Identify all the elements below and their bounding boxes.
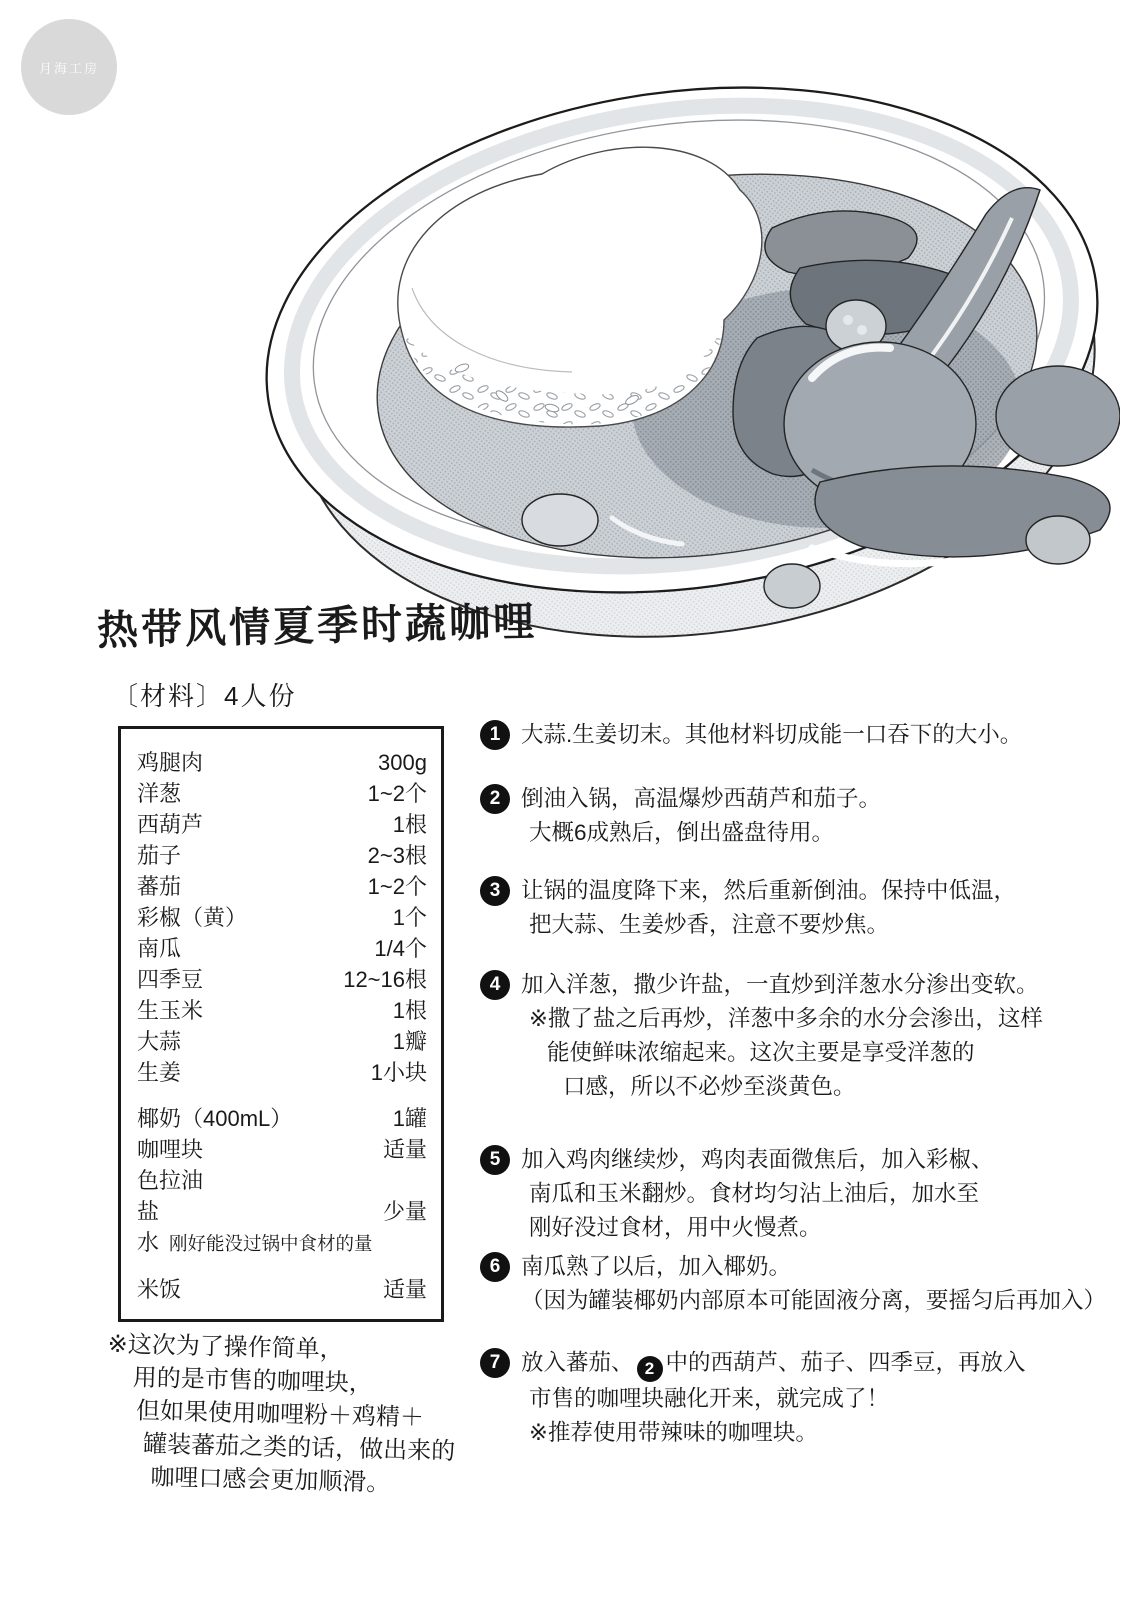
ingredient-group-gap: [137, 1088, 427, 1103]
ingredient-name: 水: [137, 1230, 160, 1255]
step-2-reference-badge: [637, 1356, 663, 1382]
step-4-note-line: 能使鲜味浓缩起来。这次主要是享受洋葱的: [547, 1040, 975, 1065]
step-7: [480, 1346, 1125, 1450]
footnote-line: 咖哩口感会更加顺滑。: [150, 1463, 391, 1497]
ingredient-row: [137, 747, 427, 778]
ingredient-row: [137, 809, 427, 840]
ingredient-name: 生玉米: [137, 998, 204, 1023]
ingredient-row: [137, 933, 427, 964]
step-2: [480, 782, 1125, 850]
ingredient-amount: 2~3根: [367, 843, 427, 868]
step-5-number-badge: 5: [480, 1145, 510, 1175]
step-1-line: 大蒜.生姜切末。其他材料切成能一口吞下的大小。: [521, 722, 1023, 747]
materials-header: 〔材料〕4人份: [112, 681, 297, 711]
step-1-number-badge: 1: [480, 720, 510, 750]
ingredient-name: 彩椒（黄）: [137, 905, 248, 930]
ingredient-row: [137, 1274, 427, 1305]
ingredient-name: 盐: [137, 1199, 160, 1224]
ingredient-row: [137, 871, 427, 902]
step-2-line: 大概6成熟后，倒出盛盘待用。: [529, 820, 835, 845]
step-1: [480, 718, 1125, 752]
pumpkin-wedge: [996, 366, 1120, 466]
ingredient-amount: 适量: [382, 1137, 427, 1162]
ingredient-amount: 1根: [392, 812, 427, 837]
step-3-line: 把大蒜、生姜炒香，注意不要炒焦。: [529, 912, 890, 937]
step-7-note-line: ※推荐使用带辣味的咖哩块。: [529, 1420, 818, 1445]
ingredient-row: [137, 902, 427, 933]
step-7-number-badge: 7: [480, 1348, 510, 1378]
footnote-line: 罐装蕃茄之类的话，做出来的: [142, 1430, 456, 1466]
ingredient-amount: 12~16根: [343, 967, 427, 992]
ingredient-row: [137, 1134, 427, 1165]
ingredient-amount: 300g: [378, 750, 427, 775]
potato-chunk: [522, 494, 598, 546]
ingredient-name: 椰奶（400mL）: [137, 1106, 293, 1131]
step-4-note-line: ※撒了盐之后再炒，洋葱中多余的水分会渗出，这样: [529, 1006, 1043, 1031]
studio-watermark: [21, 19, 117, 115]
ingredient-amount: 1~2个: [367, 874, 427, 899]
step-4-note-line: 口感，所以不必炒至淡黄色。: [563, 1074, 856, 1099]
step-5: [480, 1143, 1125, 1245]
step-7-text-before: 放入蕃茄、: [521, 1350, 634, 1375]
studio-watermark-label: 月海工房: [38, 60, 99, 76]
ingredient-name: 生姜: [137, 1060, 182, 1085]
ingredient-row: [137, 995, 427, 1026]
ingredient-amount: 1瓣: [392, 1029, 427, 1054]
step-2-number-badge: 2: [480, 784, 510, 814]
step-3-number-badge: 3: [480, 876, 510, 906]
ingredient-row: [137, 1026, 427, 1057]
ingredient-name: 大蒜: [137, 1029, 182, 1054]
step-5-line: 加入鸡肉继续炒，鸡肉表面微焦后，加入彩椒、: [521, 1147, 994, 1172]
ingredient-row: [137, 778, 427, 809]
ingredient-row: [137, 1057, 427, 1088]
ingredient-row-water: [137, 1227, 427, 1259]
small-chunk: [764, 564, 820, 608]
step-4: [480, 968, 1125, 1104]
ingredient-amount: 1/4个: [374, 936, 427, 961]
step-3-line: 让锅的温度降下来，然后重新倒油。保持中低温，: [521, 878, 1017, 903]
step-7-text-after: 中的西葫芦、茄子、四季豆，再放入: [665, 1350, 1026, 1375]
footnote-line: ※这次为了操作简单，: [107, 1330, 345, 1364]
ingredient-amount: 1罐: [392, 1106, 427, 1131]
ingredient-name: 南瓜: [137, 936, 182, 961]
ingredient-group-gap: [137, 1259, 427, 1274]
ingredient-amount: 适量: [382, 1277, 427, 1302]
page-title: 热带风情夏季时蔬咖哩: [96, 598, 538, 654]
ingredient-name: 茄子: [137, 843, 182, 868]
ingredient-amount: 刚好能没过锅中食材的量: [169, 1233, 373, 1254]
ingredient-name: 蕃茄: [137, 874, 182, 899]
curry-plate-illustration: [252, 78, 1120, 658]
step-5-line: 南瓜和玉米翻炒。食材均匀沾上油后，加水至: [529, 1181, 980, 1206]
step-4-line: 加入洋葱，撒少许盐，一直炒到洋葱水分渗出变软。: [521, 972, 1039, 997]
ingredient-amount: 少量: [382, 1199, 427, 1224]
step-6: [480, 1250, 1125, 1318]
step-3: [480, 874, 1125, 942]
ingredient-name: 四季豆: [137, 967, 204, 992]
step-6-number-badge: 6: [480, 1252, 510, 1282]
ingredient-amount: 1~2个: [367, 781, 427, 806]
ingredient-row: [137, 1103, 427, 1134]
footnote-line: 用的是市售的咖哩块，: [132, 1364, 374, 1398]
ingredient-name: 咖哩块: [137, 1137, 204, 1162]
ingredient-row: [137, 840, 427, 871]
ingredient-row: [137, 1165, 427, 1196]
ingredient-name: 鸡腿肉: [137, 750, 204, 775]
step-7-line: [521, 1346, 1026, 1382]
step-7-line: 市售的咖哩块融化开来，就完成了！: [529, 1386, 890, 1411]
ingredient-row: [137, 1196, 427, 1227]
small-chunk-2: [1026, 516, 1090, 564]
ingredient-amount: 1个: [392, 905, 427, 930]
curry-roux-footnote: [104, 1328, 458, 1502]
ingredients-box: [118, 726, 444, 1322]
step-4-number-badge: 4: [480, 970, 510, 1000]
ingredient-name: 米饭: [137, 1277, 182, 1302]
ingredient-name: 洋葱: [137, 781, 182, 806]
step-6-note-line: （因为罐装椰奶内部原本可能固液分离，要摇匀后再加入）: [521, 1288, 1107, 1313]
ingredient-amount: 1根: [392, 998, 427, 1023]
ingredient-name: 西葫芦: [137, 812, 204, 837]
step-5-line: 刚好没过食材，用中火慢煮。: [529, 1215, 822, 1240]
step-2-reference-number: 2: [644, 1359, 655, 1378]
step-2-line: 倒油入锅，高温爆炒西葫芦和茄子。: [521, 786, 882, 811]
footnote-line: 但如果使用咖哩粉＋鸡精＋: [135, 1397, 425, 1432]
ingredient-amount: 1小块: [370, 1060, 427, 1085]
step-6-line: 南瓜熟了以后，加入椰奶。: [521, 1254, 792, 1279]
ingredient-row: [137, 964, 427, 995]
curry-plate-drawing-svg: [252, 78, 1120, 658]
ingredient-name: 色拉油: [137, 1168, 204, 1193]
